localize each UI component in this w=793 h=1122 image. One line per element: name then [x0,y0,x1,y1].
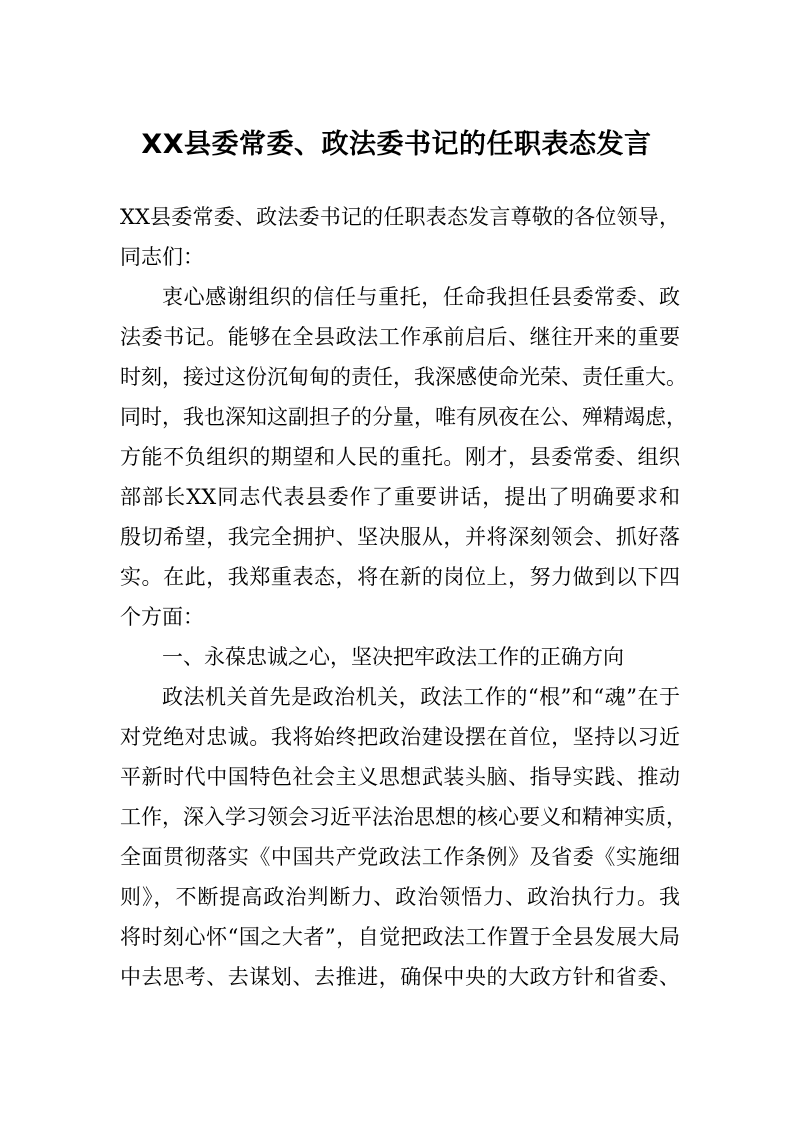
body-text-line: 则》，不断提高政治判断力、政治领悟力、政治执行力。我 [120,885,680,909]
body-text-line: 个方面： [120,605,204,629]
body-text-line: 同志们： [120,245,204,269]
body-text-line: 平新时代中国特色社会主义思想武装头脑、指导实践、推动 [120,765,680,789]
body-text-line: 将时刻心怀“国之大者”，自觉把政法工作置于全县发展大局 [120,925,680,949]
body-text-line: 同时，我也深知这副担子的分量，唯有夙夜在公、殚精竭虑， [120,405,687,429]
body-text-line: 工作，深入学习领会习近平法治思想的核心要义和精神实质， [120,805,687,829]
body-text-line: 时刻，接过这份沉甸甸的责任，我深感使命光荣、责任重大。 [120,365,687,389]
body-text-line: 部部长XX同志代表县委作了重要讲话，提出了明确要求和 [120,485,680,509]
body-text-line: 中去思考、去谋划、去推进，确保中央的大政方针和省委、 [120,965,680,989]
body-text-line: 衷心感谢组织的信任与重托，任命我担任县委常委、政 [162,285,680,309]
document-body [120,197,687,997]
body-text-line: XX县委常委、政法委书记的任职表态发言尊敬的各位领导， [120,205,680,229]
body-text-line: 全面贯彻落实《中国共产党政法工作条例》及省委《实施细 [120,845,680,869]
body-text-line: 方能不负组织的期望和人民的重托。刚才，县委常委、组织 [120,445,680,469]
body-text-line: 殷切希望，我完全拥护、坚决服从，并将深刻领会、抓好落 [120,525,680,549]
body-text-line: 一、永葆忠诚之心，坚决把牢政法工作的正确方向 [162,645,624,669]
body-text-line: 政法机关首先是政治机关，政法工作的“根”和“魂”在于 [162,685,680,709]
body-text-line: 对党绝对忠诚。我将始终把政治建设摆在首位，坚持以习近 [120,725,680,749]
document-title: XX县委常委、政法委书记的任职表态发言 [141,129,652,160]
body-text-line: 实。在此，我郑重表态，将在新的岗位上，努力做到以下四 [120,565,680,589]
body-text-line: 法委书记。能够在全县政法工作承前启后、继往开来的重要 [120,325,680,349]
